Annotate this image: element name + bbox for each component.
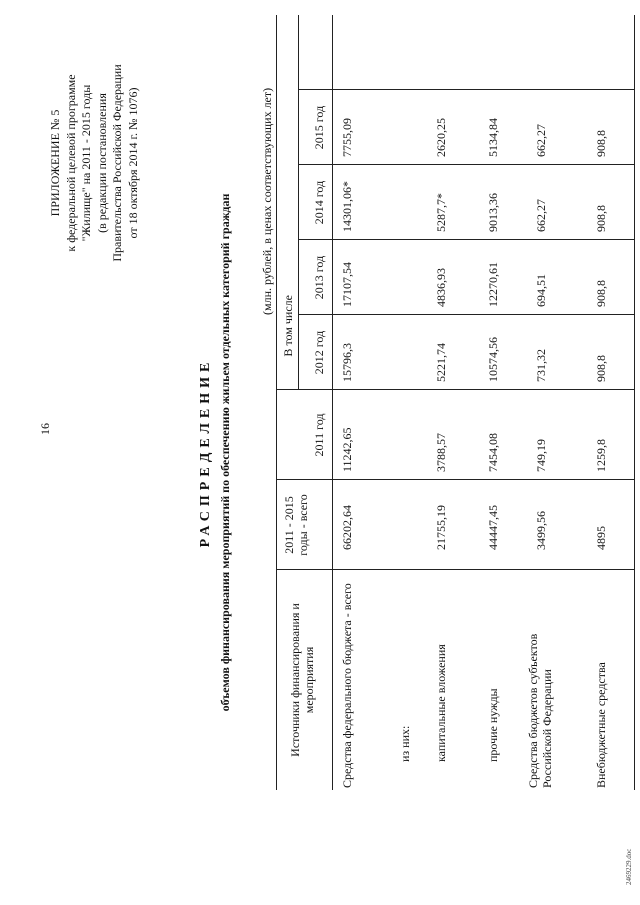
header-total: 2011 - 2015 годы - всего xyxy=(282,494,310,556)
appendix-header xyxy=(48,33,141,293)
table-row-label: Средства федерального бюджета - всего xyxy=(340,583,354,788)
header-year: 2014 год xyxy=(312,180,326,225)
header-source: Источники финансирования и мероприятия xyxy=(288,603,316,757)
table-cell: 731,32 xyxy=(534,349,548,382)
table-cell: 7454,08 xyxy=(486,433,500,472)
table-cell: 5221,74 xyxy=(434,343,448,382)
table-cell: 3499,56 xyxy=(534,511,548,550)
appendix-line: Правительства Российской Федерации xyxy=(110,64,124,262)
table-row-label: из них: xyxy=(398,725,412,762)
table-cell: 908,8 xyxy=(594,205,608,232)
financing-table xyxy=(276,15,636,790)
header-year: 2011 год xyxy=(312,413,326,457)
table-cell: 11242,65 xyxy=(340,427,354,472)
appendix-line: "Жилище" на 2011 - 2015 годы xyxy=(79,84,93,242)
table-cell: 44447,45 xyxy=(486,505,500,550)
header-in-that-number: В том числе xyxy=(281,295,295,357)
table-cell: 9013,36 xyxy=(486,193,500,232)
document-subtitle: объемов финансирования мероприятий по обеспечению жильем отдельных категорий граждан xyxy=(218,193,232,712)
table-cell: 12270,61 xyxy=(486,262,500,307)
table-cell: 694,51 xyxy=(534,274,548,307)
table-cell: 15796,3 xyxy=(340,343,354,382)
table-cell: 14301,06* xyxy=(340,181,354,232)
appendix-line: от 18 октября 2014 г. № 1076) xyxy=(125,87,140,239)
table-cell: 66202,64 xyxy=(340,505,354,550)
table-row-label: капитальные вложения xyxy=(434,644,448,762)
table-cell: 2620,25 xyxy=(434,118,448,157)
document-title: РАСПРЕДЕЛЕНИЕ xyxy=(198,357,213,548)
table-cell: 908,8 xyxy=(594,130,608,157)
header-year: 2013 год xyxy=(312,255,326,300)
table-cell: 662,27 xyxy=(534,199,548,232)
appendix-line: к федеральной целевой программе xyxy=(63,74,78,252)
header-year: 2012 год xyxy=(312,330,326,375)
table-cell: 5134,84 xyxy=(486,118,500,157)
appendix-line: ПРИЛОЖЕНИЕ № 5 xyxy=(48,109,62,217)
table-cell: 908,8 xyxy=(594,280,608,307)
table-cell: 4895 xyxy=(594,526,608,550)
table-row-label: Внебюджетные средства xyxy=(594,662,608,788)
page-number: 16 xyxy=(38,423,52,435)
header-year: 2015 год xyxy=(312,105,326,150)
table-row-label: Средства бюджетов субъектов Российской Федерации xyxy=(526,633,554,788)
table-cell: 749,19 xyxy=(534,439,548,472)
table-cell: 5287,7* xyxy=(434,193,448,232)
table-cell: 4836,93 xyxy=(434,268,448,307)
table-cell: 21755,19 xyxy=(434,505,448,550)
document-file-reference: 2469229.doc xyxy=(625,848,633,885)
table-cell: 17107,54 xyxy=(340,262,354,307)
table-cell: 662,27 xyxy=(534,124,548,157)
units-note: (млн. рублей, в ценах соответствующих лет) xyxy=(260,87,274,315)
table-row-label: прочие нужды xyxy=(486,688,500,762)
appendix-line: (в редакции постановления xyxy=(94,93,109,233)
table-cell: 908,8 xyxy=(594,355,608,382)
table-cell: 3788,57 xyxy=(434,433,448,472)
table-cell: 1259,8 xyxy=(594,439,608,472)
table-cell: 7755,09 xyxy=(340,118,354,157)
table-cell: 10574,56 xyxy=(486,337,500,382)
